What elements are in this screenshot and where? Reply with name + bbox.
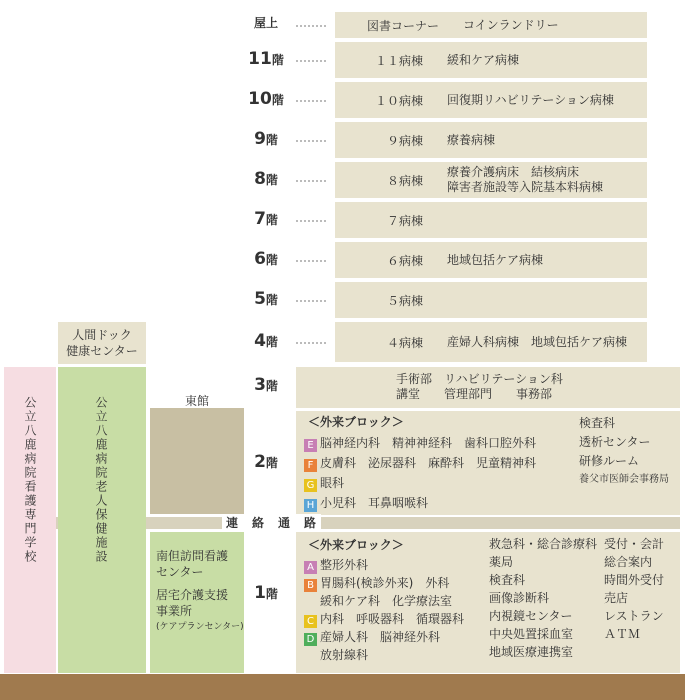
floor-label-7: 5階 [254,289,278,309]
floor1-right-item: 受付・会計 [604,537,665,551]
leader-dots [296,342,326,344]
floor2-right-3: 研修ルーム [579,454,640,468]
floor1-right-item: 時間外受付 [604,573,665,587]
ground [0,674,685,700]
ward-desc-line: 障害者施設等入院基本料病棟 [447,180,604,194]
floor-band-7 [335,282,647,318]
floor-label-0: 屋上 [253,16,278,30]
floor1-right-item: レストラン [604,609,664,623]
floor1-middle-item: 救急科・総合診療科 [489,537,598,551]
floor2-right [579,414,669,489]
east-wing-small: (ケアプランセンター) [156,622,244,632]
badge-spacer [304,647,317,660]
floor1-right-item: 売店 [604,591,629,605]
nursing-home-label: 公立八鹿病院老人保健施設 [94,396,108,564]
ward-desc [447,253,543,268]
floor1-middle [489,535,597,661]
floor1-middle-item: 検査科 [489,573,526,587]
leader-dots [296,140,326,142]
floor2-right-small: 養父市医師会事務局 [579,474,669,485]
ward-name: ７病棟 [386,213,423,228]
floor1-middle-item: 地域医療連携室 [489,645,574,659]
floor-label-2: 10階 [248,89,284,109]
dock-line1: 人間ドック [72,328,132,342]
floor2-block-H [304,493,536,513]
floor1-middle-item: 内視鏡センター [489,609,573,623]
floor-label-3: 9階 [254,129,278,149]
floor-band-2 [335,82,647,118]
leader-dots [296,260,326,262]
floor2-right-1: 透析センター [579,435,651,449]
ward-name: 図書コーナー [366,18,439,33]
floor-band-4 [335,162,647,198]
floor1-block-A [304,556,464,574]
block-badge: E [304,439,317,452]
ward-name: １１病棟 [374,53,423,68]
east-wing-upper [150,408,244,514]
ward-desc [447,133,495,148]
floor-label-1: 11階 [248,49,284,69]
floor2-block-F [304,453,536,473]
floor2-block-E [304,433,536,453]
badge-spacer [304,593,317,606]
floor1-middle-item: 中央処置採血室 [489,627,574,641]
block-badge: C [304,615,317,628]
block-text: 胃腸科(検診外来) 外科 [320,576,450,590]
block-text: 小児科 耳鼻咽喉科 [320,496,429,510]
ward-desc [447,53,519,68]
block-text: 皮膚科 泌尿器科 麻酔科 児童精神科 [320,456,537,470]
block-text: 脳神経内科 精神神経科 歯科口腔外科 [320,436,537,450]
ward-desc-line: 産婦人科病棟 地域包括ケア病棟 [447,334,628,349]
ward-desc-line: 回復期リハビリテーション病棟 [447,92,614,107]
floor-label-1: 1階 [254,583,278,603]
block-text: 内科 呼吸器科 循環器科 [320,612,465,626]
ward-name: ５病棟 [386,293,423,308]
dock-line2: 健康センター [66,344,138,358]
floor1-middle-item: 薬局 [489,555,514,569]
block-badge: D [304,633,317,646]
block-text: 産婦人科 脳神経外科 [320,630,441,644]
ward-desc-line: 療養介護病床 結核病床 [447,165,580,179]
dock-center [58,322,146,364]
ward-name: ４病棟 [386,335,423,350]
block-text: 整形外科 [320,558,369,572]
floor-band-8 [335,322,647,362]
floor-band-5 [335,202,647,238]
floor-band-0 [335,12,647,38]
floor1-right [604,535,664,643]
floor3-line2: 講堂 管理部門 事務部 [396,387,553,401]
ward-desc [447,165,603,195]
ward-desc-line: コインランドリー [463,17,559,32]
floor-label-8: 4階 [254,331,278,351]
floor1-block-D [304,646,464,664]
east-wing-line4: 事業所 [156,604,193,618]
corridor-label: 連 絡 通 路 [222,514,321,531]
ward-desc [447,93,614,108]
floor-label-4: 8階 [254,169,278,189]
floor1-block-B [304,592,464,610]
floor-band-1 [335,42,647,78]
leader-dots [296,25,326,27]
floor1-right-item: ＡＴＭ [604,627,641,641]
floor-band-3 [335,122,647,158]
leader-dots [296,100,326,102]
floor1-block-B [304,574,464,592]
east-wing-title: 東館 [184,394,209,408]
east-wing-line1: 南但訪問看護 [156,549,229,563]
block-badge: H [304,499,317,512]
leader-dots [296,300,326,302]
leader-dots [296,60,326,62]
floor2-band [296,411,680,515]
floor-label-6: 6階 [254,249,278,269]
ward-name: ８病棟 [386,173,423,188]
ward-name: ９病棟 [386,133,423,148]
ward-desc-line: 緩和ケア病棟 [447,52,520,67]
ward-desc [463,18,559,33]
east-wing-line3: 居宅介護支援 [156,588,229,602]
leader-dots [296,220,326,222]
floor3-band [296,367,680,408]
floor2-heading: ＜外来ブロック＞ [308,415,404,429]
floor2-block-G [304,473,536,493]
floor1-block-C [304,610,464,628]
floor1-right-item: 総合案内 [604,555,653,569]
floor-label-3: 3階 [254,375,278,395]
ward-desc-line: 療養病棟 [447,132,496,147]
east-wing-lower [150,532,244,673]
ward-name: ６病棟 [386,253,423,268]
ward-desc-line: 地域包括ケア病棟 [447,252,544,267]
nursing-school-label: 公立八鹿病院看護専門学校 [23,396,37,564]
leader-dots [296,180,326,182]
floor1-block-D [304,628,464,646]
floor1-middle-item: 画像診断科 [489,591,550,605]
floor-label-5: 7階 [254,209,278,229]
block-badge: B [304,579,317,592]
floor1-heading: ＜外来ブロック＞ [308,538,404,552]
block-text: 緩和ケア科 化学療法室 [320,594,453,608]
floor1-blocks [304,556,464,664]
floor-band-6 [335,242,647,278]
floor1-band [296,532,680,673]
block-text: 放射線科 [320,648,369,662]
ward-name: １０病棟 [374,93,423,108]
floor3-line1: 手術部 リハビリテーション科 [396,372,563,386]
ward-desc [447,335,627,350]
block-text: 眼科 [320,476,345,490]
block-badge: G [304,479,317,492]
floor2-right-0: 検査科 [579,416,616,430]
east-wing-line2: センター [156,565,204,579]
block-badge: A [304,561,317,574]
floor-label-2: 2階 [254,452,278,472]
block-badge: F [304,459,317,472]
floor2-blocks [304,433,536,513]
